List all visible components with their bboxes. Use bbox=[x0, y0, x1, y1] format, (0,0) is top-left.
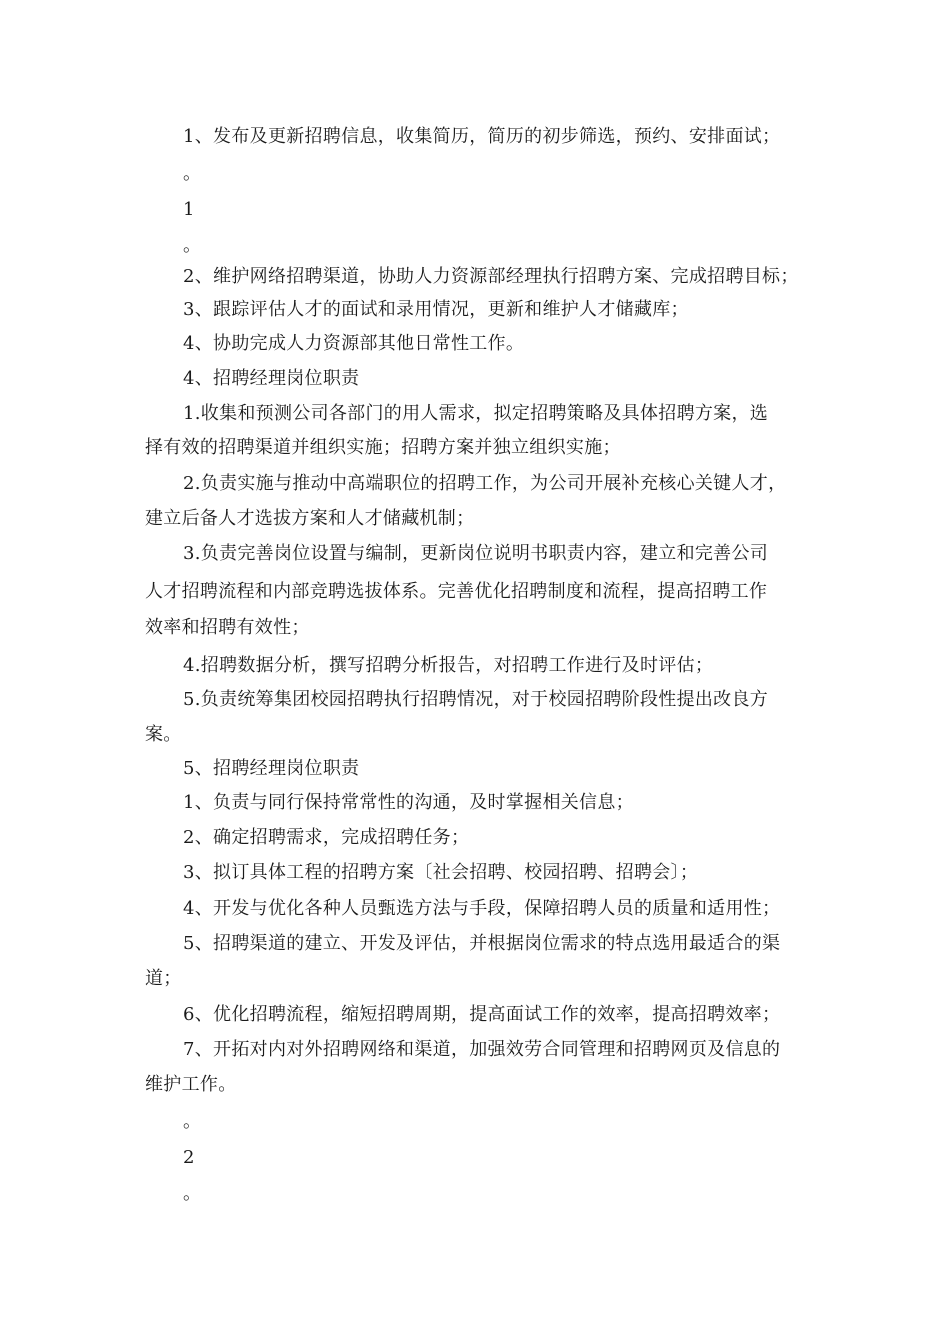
paragraph-line: 效率和招聘有效性； bbox=[145, 617, 310, 638]
page-marker: 。 bbox=[183, 235, 202, 256]
paragraph-line: 1、发布及更新招聘信息，收集简历，简历的初步筛选，预约、安排面试； bbox=[183, 126, 781, 147]
page-number: 1 bbox=[183, 199, 195, 220]
paragraph-line: 择有效的招聘渠道并组织实施；招聘方案并独立组织实施； bbox=[145, 437, 621, 458]
paragraph-line: 3、拟订具体工程的招聘方案〔社会招聘、校园招聘、招聘会〕； bbox=[183, 862, 699, 883]
paragraph-line: 2、确定招聘需求，完成招聘任务； bbox=[183, 827, 470, 848]
paragraph-line: 建立后备人才选拔方案和人才储藏机制； bbox=[145, 508, 475, 529]
page-marker: 。 bbox=[183, 163, 202, 184]
paragraph-line: 4、开发与优化各种人员甄选方法与手段，保障招聘人员的质量和适用性； bbox=[183, 898, 781, 919]
paragraph-line: 案。 bbox=[145, 724, 182, 745]
section-heading: 5、招聘经理岗位职责 bbox=[183, 758, 360, 779]
page-number: 2 bbox=[183, 1147, 195, 1168]
paragraph-line: 4、协助完成人力资源部其他日常性工作。 bbox=[183, 333, 525, 354]
paragraph-line: 维护工作。 bbox=[145, 1074, 237, 1095]
paragraph-line: 4.招聘数据分析，撰写招聘分析报告，对招聘工作进行及时评估； bbox=[183, 655, 714, 676]
paragraph-line: 3.负责完善岗位设置与编制，更新岗位说明书职责内容，建立和完善公司 bbox=[183, 543, 769, 564]
paragraph-line: 5.负责统筹集团校园招聘执行招聘情况，对于校园招聘阶段性提出改良方 bbox=[183, 689, 769, 710]
paragraph-line: 2、维护网络招聘渠道，协助人力资源部经理执行招聘方案、完成招聘目标； bbox=[183, 266, 799, 287]
paragraph-line: 3、跟踪评估人才的面试和录用情况，更新和维护人才储藏库； bbox=[183, 299, 689, 320]
section-heading: 4、招聘经理岗位职责 bbox=[183, 368, 360, 389]
paragraph-line: 5、招聘渠道的建立、开发及评估，并根据岗位需求的特点选用最适合的渠 bbox=[183, 933, 781, 954]
page-marker: 。 bbox=[183, 1111, 202, 1132]
paragraph-line: 2.负责实施与推动中高端职位的招聘工作，为公司开展补充核心关键人才， bbox=[183, 473, 787, 494]
paragraph-line: 1.收集和预测公司各部门的用人需求，拟定招聘策略及具体招聘方案，选 bbox=[183, 403, 769, 424]
paragraph-line: 1、负责与同行保持常常性的沟通，及时掌握相关信息； bbox=[183, 792, 634, 813]
page-marker: 。 bbox=[183, 1183, 202, 1204]
paragraph-line: 6、优化招聘流程，缩短招聘周期，提高面试工作的效率，提高招聘效率； bbox=[183, 1004, 781, 1025]
paragraph-line: 道； bbox=[145, 968, 182, 989]
paragraph-line: 人才招聘流程和内部竞聘选拔体系。完善优化招聘制度和流程，提高招聘工作 bbox=[145, 581, 768, 602]
paragraph-line: 7、开拓对内对外招聘网络和渠道，加强效劳合同管理和招聘网页及信息的 bbox=[183, 1039, 781, 1060]
